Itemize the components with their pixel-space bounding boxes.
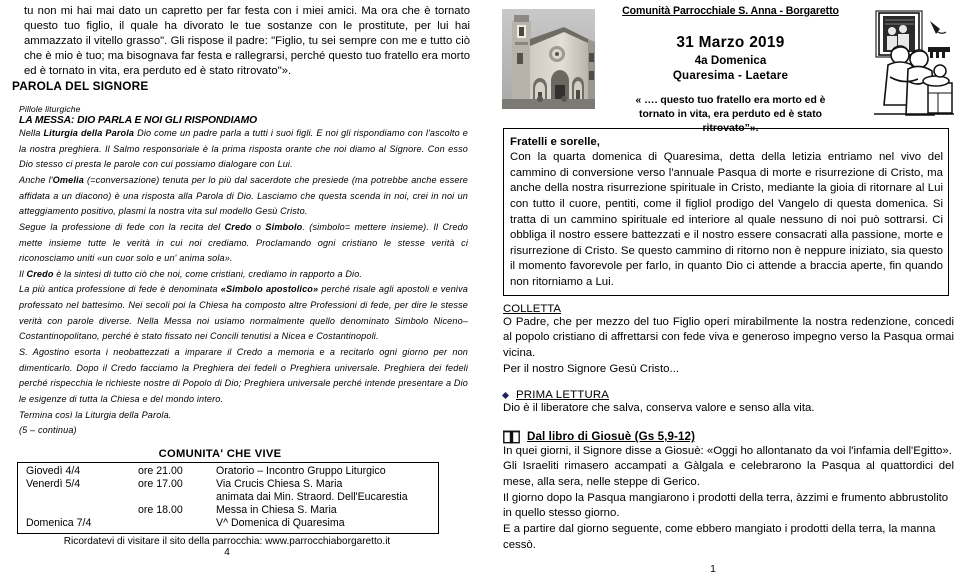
table-row bbox=[18, 491, 438, 504]
pillole-paragraph: (5 – continua) bbox=[19, 425, 77, 436]
event-desc: V^ Domenica di Quaresima bbox=[216, 517, 345, 530]
pillole-paragraph: Nella Liturgia della Parola Dio come un padre parla a tutti i suoi figli. E noi gli rispondiamo con l'ascolto e la nostra preghiera. Il Salmo responsoriale è la prima risposta orante che noi diamo al Signore. Con esso Dio stesso ci presta le parole con cui possiamo dialogare con Lui. bbox=[19, 128, 468, 170]
sunday-label: 4a Domenica bbox=[694, 54, 767, 67]
introduction-box bbox=[503, 128, 949, 296]
pillole-paragraph: S. Agostino esorta i neobattezzati a imparare il Credo a memoria e a recitarlo ogni giorno per non dimenticarlo. Dopo il Credo facciamo la Preghiera dei fedeli o Preghiera universale. Preghiera dei fedeli perché rispecchia le richieste nostre di Popolo di Dio; Preghiera universale perché intende presentare a Dio le esigenze di tutta la Chiesa e del mondo intero. bbox=[19, 347, 468, 404]
table-row bbox=[18, 504, 438, 517]
prima-lettura-subtitle: Dio è il liberatore che salva, conserva valore e senso alla vita. bbox=[503, 402, 815, 415]
masthead-center bbox=[595, 3, 866, 135]
prima-lettura-label: PRIMA LETTURA bbox=[516, 389, 610, 402]
event-desc: animata dai Min. Straord. Dell'Eucarestia bbox=[216, 491, 408, 504]
pillole-liturgiche-title: LA MESSA: DIO PARLA E NOI GLI RISPONDIAMO bbox=[19, 115, 258, 127]
bulletin-date: 31 Marzo 2019 bbox=[676, 34, 785, 51]
event-time bbox=[138, 517, 216, 530]
event-desc: Messa in Chiesa S. Maria bbox=[216, 504, 337, 517]
parish-title: Comunità Parrocchiale S. Anna - Borgaretto bbox=[622, 5, 839, 17]
church-photo bbox=[502, 9, 595, 109]
event-day bbox=[18, 504, 138, 517]
pillole-paragraph: Il Credo è la sintesi di tutto ciò che noi, come cristiani, crediamo in rapporto a Dio. bbox=[19, 268, 363, 279]
pillole-paragraph: Anche l'Omelia (=conversazione) tenuta per lo più dal sacerdote che presiede (ma potrebbe anche essere affidata a un diacono) è una risposta alla Parola di Dio. Lasciamo che questa scenda in noi, crei in noi un atteggiamento positivo, plasmi la nostra vita sul modello Gesù Cristo. bbox=[19, 175, 468, 217]
event-time: ore 17.00 bbox=[138, 478, 183, 491]
event-desc: Oratorio – Incontro Gruppo Liturgico bbox=[216, 465, 386, 478]
pillole-paragraph: La più antica professione di fede è denominata «Simbolo apostolico» perché risale agli apostoli e veniva professato nel battesimo. Nei secoli poi la Chiesa ha composto altre Professioni di fede, per dire le stesse verità con parole diverse. Nella Messa noi usiamo normalmente quello denominato Simbolo Niceno–Costantinopolitano, perché è stato fissato nei Concili tenutisi a Nicea e Costantinopoli. bbox=[19, 284, 468, 342]
table-row bbox=[18, 478, 438, 491]
table-row bbox=[18, 465, 438, 478]
event-day: Giovedì 4/4 bbox=[26, 465, 81, 478]
event-time bbox=[138, 491, 216, 504]
pillole-liturgiche-label: Pillole liturgiche bbox=[19, 104, 81, 115]
reading-paragraph: E a partire dal giorno seguente, come ebbero mangiato i prodotti della terra, la manna cessò. bbox=[503, 522, 936, 551]
gospel-quote: « …. questo tuo fratello era morto ed è tornato in vita, era perduto ed è stato ritrovato”». bbox=[635, 95, 826, 134]
colletta-heading: COLLETTA bbox=[503, 302, 562, 315]
events-table-body bbox=[18, 465, 438, 530]
event-day bbox=[18, 491, 138, 504]
prima-lettura-heading bbox=[494, 389, 956, 401]
page-right bbox=[482, 0, 964, 581]
pillole-liturgiche-body bbox=[12, 126, 470, 439]
prodigal-son-illustration bbox=[870, 7, 956, 119]
event-day: Domenica 7/4 bbox=[26, 517, 92, 530]
colletta-text: O Padre, che per mezzo del tuo Figlio operi mirabilmente la nostra redenzione, concedi al popolo cristiano di affrettarsi con fede viva e generoso impegno verso la Pasqua ormai vicina. bbox=[503, 315, 954, 359]
event-time: ore 18.00 bbox=[138, 504, 183, 517]
events-table bbox=[17, 462, 439, 534]
reading-paragraph: Il giorno dopo la Pasqua mangiarono i prodotti della terra, àzzimi e frumento abbrustolito in quello stesso giorno. bbox=[503, 491, 949, 520]
page-number-right: 1 bbox=[710, 564, 716, 575]
introduction-text: Con la quarta domenica di Quaresima, detta della letizia entriamo nel vivo del cammino di conversione verso l'annuale Pasqua di morte e risurrezione di Cristo, ma anche della nostra risurrezione spirituale in Cristo, mediante la gioia di ritornare al Lui con tutto il cuore, pentiti, come il figliol prodigo del Vangelo di questa domenica. Si tratta di un cammino spirituale ed interiore al quale nessuno di noi può sottrarsi. Ci obbliga il nostro essere battezzati e il nostro essere consacrati alla passione, morte e risurrezione di Cristo. Se questo cammino di ritorno non è neppure iniziato, sia questo il momento favorevole per farlo, in quanto Dio ci attende a braccia aperte, fin quando non ritorniamo a Lui. bbox=[510, 151, 943, 288]
reading-paragraph: In quei giorni, il Signore disse a Giosuè: «Oggi ho allontanato da voi l'infamia dell'Egitto». bbox=[503, 444, 952, 457]
event-day: Venerdì 5/4 bbox=[26, 478, 81, 491]
event-desc: Via Crucis Chiesa S. Maria bbox=[216, 478, 343, 491]
page-number-left: 4 bbox=[224, 546, 230, 558]
table-row bbox=[18, 517, 438, 530]
event-time: ore 21.00 bbox=[138, 465, 183, 478]
pillole-paragraph: Termina così la Liturgia della Parola. bbox=[19, 409, 172, 420]
gospel-continuation-text: tu non mi hai mai dato un capretto per far festa con i miei amici. Ma ora che è tornato questo tuo figlio, il quale ha divorato le tue sostanze con le prostitute, per lui hai ammazzato il vitello grasso". Gli rispose il padre: "Figlio, tu sei sempre con me e tutto ciò che è mio è tuo; ma bisognava far festa e rallegrarsi, perché questo tuo fratello era morto ed è tornato in vita, era perduto ed è stato ritrovato"». bbox=[24, 5, 470, 78]
reading-paragraph: Gli Israeliti rimasero accampati a Gàlgala e celebrarono la Pasqua al quattordici del mese, alla sera, nelle steppe di Gerico. bbox=[503, 460, 954, 488]
reading-title: Dal libro di Giosuè (Gs 5,9-12) bbox=[527, 430, 696, 444]
gospel-acclamation: PAROLA DEL SIGNORE bbox=[12, 79, 149, 94]
diamond-bullet-icon bbox=[502, 392, 509, 399]
pillole-paragraph: Segue la professione di fede con la recita del Credo o Simbolo. (simbolo= mettere insieme). Il Credo mette insieme tutte le verità in cui noi crediamo. Proclamando ogni cristiano le stesse verità ci riconosciamo uniti «un cuor solo e un' anima sola». bbox=[19, 221, 468, 264]
reading-source-row bbox=[494, 430, 956, 444]
salutation: Fratelli e sorelle, bbox=[510, 136, 600, 148]
masthead bbox=[494, 3, 956, 134]
liturgical-season: Quaresima - Laetare bbox=[672, 69, 789, 82]
website-reminder: Ricordatevi di visitare il sito della parrocchia: www.parrocchiaborgaretto.it bbox=[63, 535, 391, 547]
community-section-heading: COMUNITA' CHE VIVE bbox=[158, 447, 282, 460]
colletta-closing: Per il nostro Signore Gesù Cristo... bbox=[503, 362, 679, 375]
open-book-icon bbox=[503, 430, 520, 444]
